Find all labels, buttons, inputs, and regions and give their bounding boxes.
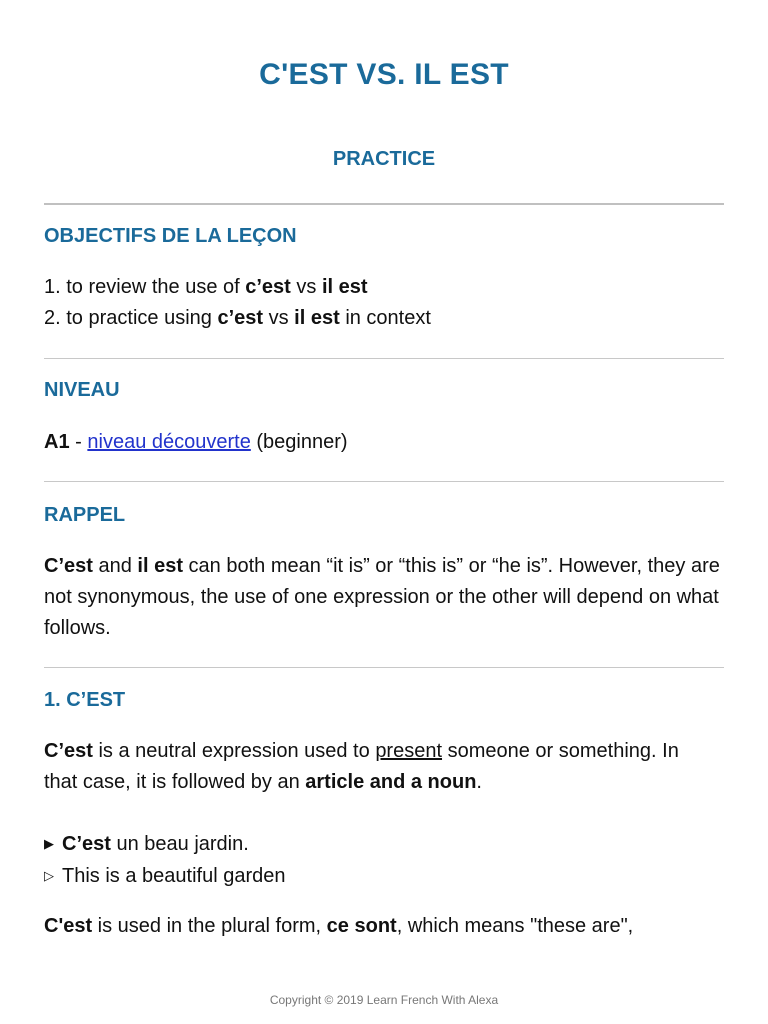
objective-text: in context xyxy=(345,307,431,329)
cest-heading: 1. C’EST xyxy=(44,689,126,711)
objective-item xyxy=(44,272,734,303)
divider xyxy=(44,203,724,205)
page-subtitle: PRACTICE xyxy=(332,148,436,170)
objective-text: vs xyxy=(296,276,317,298)
present-link: present xyxy=(375,740,443,762)
objective-term: il est xyxy=(294,307,340,329)
rappel-heading: RAPPEL xyxy=(44,504,126,526)
level-dash: - xyxy=(75,431,82,453)
niveau-line xyxy=(44,427,734,458)
plural-text: is used in the plural form, xyxy=(97,915,322,937)
filled-triangle-icon: ▶ xyxy=(44,836,54,851)
example-term: C’est xyxy=(62,833,111,855)
objectives-list xyxy=(44,272,734,334)
example-english xyxy=(44,860,734,892)
objective-item xyxy=(44,303,734,334)
objective-number: 1. xyxy=(44,276,61,298)
divider xyxy=(44,667,724,668)
cest-paragraph xyxy=(44,736,704,798)
rappel-text: can both mean “it is” or “this is” or “he is”. However, they are not synonymous, the use of one expression or the other will depend on what follows. xyxy=(44,555,720,639)
objective-term: il est xyxy=(321,276,368,298)
outline-triangle-icon: ▷ xyxy=(44,868,54,883)
divider xyxy=(44,358,724,359)
cest-text: . xyxy=(476,771,482,793)
rappel-paragraph xyxy=(44,551,729,644)
objectives-heading: OBJECTIFS DE LA LEÇON xyxy=(44,225,297,247)
divider xyxy=(44,481,724,482)
objective-text: to review the use of xyxy=(66,276,240,298)
page-title: C'EST VS. IL EST xyxy=(259,58,509,91)
rappel-text: and xyxy=(98,555,132,577)
example-block xyxy=(44,828,734,892)
objective-text: vs xyxy=(268,307,289,329)
niveau-heading: NIVEAU xyxy=(44,379,120,401)
rappel-term: il est xyxy=(137,555,183,577)
niveau-link[interactable]: niveau découverte xyxy=(87,431,251,453)
copyright-footer: Copyright © 2019 Learn French With Alexa xyxy=(269,993,499,1007)
example-text: un beau jardin. xyxy=(116,833,249,855)
rappel-term: C’est xyxy=(44,555,93,577)
level-note: (beginner) xyxy=(256,431,348,453)
cest-text: someone or something. In that case, it is followed by an xyxy=(44,740,679,793)
objective-number: 2. xyxy=(44,307,61,329)
example-translation: This is a beautiful garden xyxy=(62,865,286,887)
cest-term: C’est xyxy=(44,740,93,762)
cest-text: is a neutral expression used to xyxy=(98,740,370,762)
plural-bold-text: ce sont xyxy=(326,915,397,937)
objective-text: to practice using xyxy=(66,307,212,329)
cest-bold-text: article and a noun xyxy=(305,771,477,793)
plural-paragraph xyxy=(44,911,734,942)
plural-text: , which means "these are", xyxy=(396,915,634,937)
example-french xyxy=(44,828,734,860)
plural-term: C'est xyxy=(44,915,93,937)
objective-term: c’est xyxy=(217,307,264,329)
level-code: A1 xyxy=(44,431,70,453)
objective-term: c’est xyxy=(245,276,291,298)
